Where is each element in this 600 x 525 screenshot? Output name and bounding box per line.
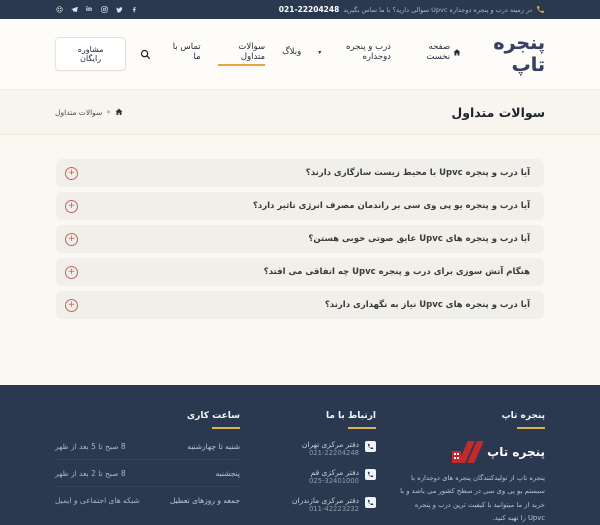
breadcrumb-separator: « [106,108,111,116]
free-consultation-button[interactable]: مشاوره رایگان [55,37,126,71]
nav-products[interactable] [318,42,391,66]
plus-icon[interactable]: + [65,266,78,279]
nav-home-label: صفحه نخست [426,42,451,62]
phone-icon [536,5,545,14]
footer-contact-title: ارتباط با ما [325,411,376,421]
footer-contact [264,411,376,525]
hours-value: شبکه های اجتماعی و ایمیل [55,496,140,505]
office-item [264,440,376,457]
site-logo[interactable]: پنجره تاپ [493,32,545,76]
breadcrumb-current: سوالات متداول [55,107,103,117]
title-underline [517,427,545,429]
page-header [0,90,600,135]
footer-logo [400,441,545,463]
instagram-icon[interactable] [100,6,108,14]
office-label: دفتر مرکزی مازندران [292,496,359,505]
page-title: سوالات متداول [451,104,545,120]
search-icon [140,49,151,60]
hours-label: پنجشنبه [215,469,240,478]
faq-question: آیا درب و پنجره یو پی وی سی بر راندمان مصرف انرژی تاثیر دارد؟ [252,201,530,211]
footer-hours-title: ساعت کاری [186,411,240,421]
nav-faq[interactable] [218,42,265,66]
office-phone[interactable]: 011-42223232 [308,505,359,513]
faq-item[interactable] [56,159,544,187]
hours-row [55,487,240,513]
social-links [55,6,138,14]
site-header [0,19,600,90]
faq-section [0,135,600,385]
plus-icon[interactable]: + [65,200,78,213]
top-bar [0,0,600,19]
footer-hours [55,411,240,525]
plus-icon[interactable]: + [65,299,78,312]
office-phone[interactable]: 025-32401000 [308,477,359,485]
hours-row [55,460,240,487]
topbar-message: در زمینه درب و پنجره دوجداره Upvc سوالی دارید؟ با ما تماس بگیرید [343,5,532,14]
main-nav [167,42,461,66]
office-item [264,496,376,513]
breadcrumb-home-icon[interactable] [115,108,123,116]
nav-blog-label: وبلاگ [282,47,302,57]
nav-blog[interactable] [282,47,301,61]
faq-item[interactable] [56,291,544,319]
office-item [264,468,376,485]
breadcrumb [55,108,123,117]
office-phone[interactable]: 021-22204248 [308,449,359,457]
phone-icon [365,441,376,452]
office-label: دفتر مرکزی قم [310,468,359,477]
facebook-icon[interactable] [130,6,138,14]
twitter-icon[interactable] [115,6,123,14]
footer-about-title: پنجره تاپ [501,411,545,421]
hours-label: جمعه و روزهای تعطیل [169,496,240,505]
faq-question: هنگام آتش سوزی برای درب و پنجره Upvc چه اتفاقی می افتد؟ [263,267,530,277]
phone-icon [365,469,376,480]
nav-products-label: درب و پنجره دوجداره [346,42,391,62]
logo-emblem-icon [451,441,481,463]
faq-item[interactable] [56,225,544,253]
hours-value: 8 صبح تا 2 بعد از ظهر [55,469,126,478]
faq-question: آیا درب و پنجره های Upvc عایق صوتی خوبی هستن؟ [308,234,530,244]
telegram-icon[interactable] [70,6,78,14]
plus-icon[interactable]: + [65,233,78,246]
footer-about [400,411,545,525]
title-underline [212,427,240,429]
nav-contact[interactable] [167,42,200,66]
topbar-phone-number[interactable]: 021-22204248 [278,5,340,14]
site-footer [0,385,600,525]
topbar-contact [279,5,545,14]
faq-item[interactable] [56,192,544,220]
nav-contact-label: تماس با ما [172,42,201,62]
footer-logo-text: پنجره تاپ [487,445,545,459]
title-underline [348,427,376,429]
hours-value: 8 صبح تا 5 بعد از ظهر [55,442,126,451]
plus-icon[interactable]: + [65,167,78,180]
faq-item[interactable] [56,258,544,286]
aparat-icon[interactable] [55,6,63,14]
hours-label: شنبه تا چهارشنبه [187,442,240,451]
faq-question: آیا درب و پنجره های Upvc نیاز به نگهداری دارند؟ [324,300,530,310]
nav-home[interactable] [408,42,461,66]
chevron-down-icon: ▾ [318,48,322,56]
search-button[interactable] [140,49,151,60]
home-icon [453,48,461,57]
linkedin-icon[interactable]: in [85,5,93,13]
footer-about-text: پنجره تاپ از تولیدکنندگان پنجره های دوجداره با سیستم یو پی وی سی در سطح کشور می باشد و با خرید از ما میتوانید با کیفیت ترین درب و پنجره Upvc را تهیه کنید. [400,474,545,522]
faq-question: آیا درب و پنجره Upvc با محیط زیست سازگاری دارند؟ [305,168,530,178]
phone-icon [365,497,376,508]
nav-faq-label: سوالات متداول [238,42,266,62]
hours-row [55,433,240,460]
office-label: دفتر مرکزی تهران [301,440,359,449]
